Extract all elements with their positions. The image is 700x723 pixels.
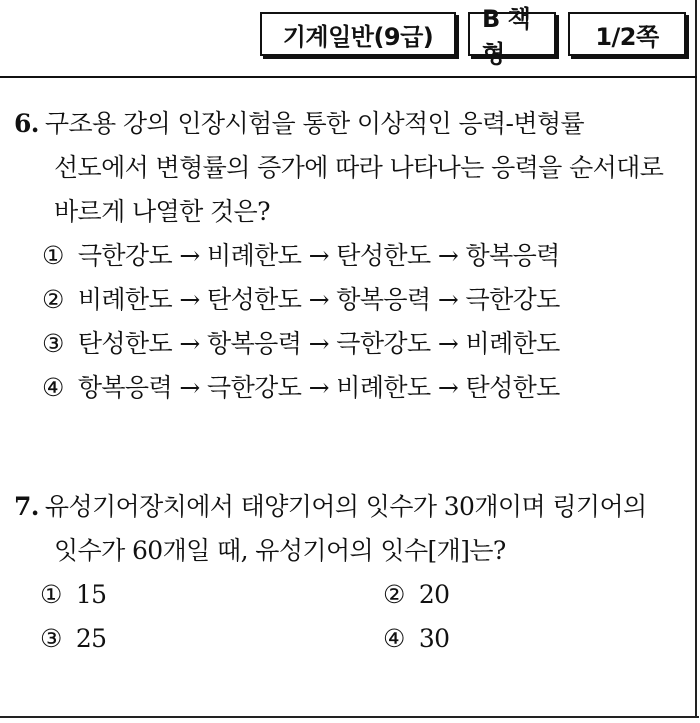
header-divider (0, 76, 697, 78)
option-text: 20 (418, 580, 450, 609)
answer-option-4[interactable] (357, 617, 657, 661)
option-mark: ③ (40, 624, 62, 653)
option-mark: ① (40, 580, 62, 609)
question-7 (14, 485, 678, 661)
option-text: 항복응력 → 극한강도 → 비례한도 → 탄성한도 (77, 373, 560, 402)
page-number-box: 1/2쪽 (568, 12, 686, 56)
option-text: 30 (418, 624, 450, 653)
answer-options (14, 573, 678, 661)
booklet-type-box: B 책형 (468, 12, 556, 56)
answer-option-3[interactable] (14, 322, 678, 366)
subject-box: 기계일반(9급) (260, 12, 456, 56)
question-number: 7. (14, 492, 39, 521)
question-stem-line (14, 485, 678, 529)
option-text: 극한강도 → 비례한도 → 탄성한도 → 항복응력 (77, 241, 560, 270)
question-number: 6. (14, 109, 39, 138)
option-text: 15 (75, 580, 107, 609)
option-mark: ④ (42, 373, 64, 402)
option-mark: ② (383, 580, 405, 609)
page-frame-bottom (0, 716, 699, 718)
option-text: 비례한도 → 탄성한도 → 항복응력 → 극한강도 (77, 285, 560, 314)
answer-option-1[interactable] (14, 573, 357, 617)
option-mark: ③ (42, 329, 64, 358)
question-text: 유성기어장치에서 태양기어의 잇수가 30개이며 링기어의 (44, 492, 647, 521)
question-stem-line: 잇수가 60개일 때, 유성기어의 잇수[개]는? (54, 536, 506, 565)
option-mark: ④ (383, 624, 405, 653)
answer-option-2[interactable] (357, 573, 657, 617)
answer-option-1[interactable] (14, 234, 678, 278)
question-6 (14, 102, 678, 410)
option-text: 25 (75, 624, 107, 653)
answer-option-3[interactable] (14, 617, 357, 661)
question-stem-line: 선도에서 변형률의 증가에 따라 나타나는 응력을 순서대로 (54, 153, 664, 182)
option-text: 탄성한도 → 항복응력 → 극한강도 → 비례한도 (77, 329, 560, 358)
option-mark: ② (42, 285, 64, 314)
answer-option-4[interactable] (14, 366, 678, 410)
exam-header (260, 5, 686, 68)
question-stem-line: 바르게 나열한 것은? (54, 197, 270, 226)
answer-option-2[interactable] (14, 278, 678, 322)
option-mark: ① (42, 241, 64, 270)
page-frame-right (695, 0, 697, 716)
question-text: 구조용 강의 인장시험을 통한 이상적인 응력-변형률 (44, 109, 585, 138)
question-stem-line (14, 102, 678, 146)
